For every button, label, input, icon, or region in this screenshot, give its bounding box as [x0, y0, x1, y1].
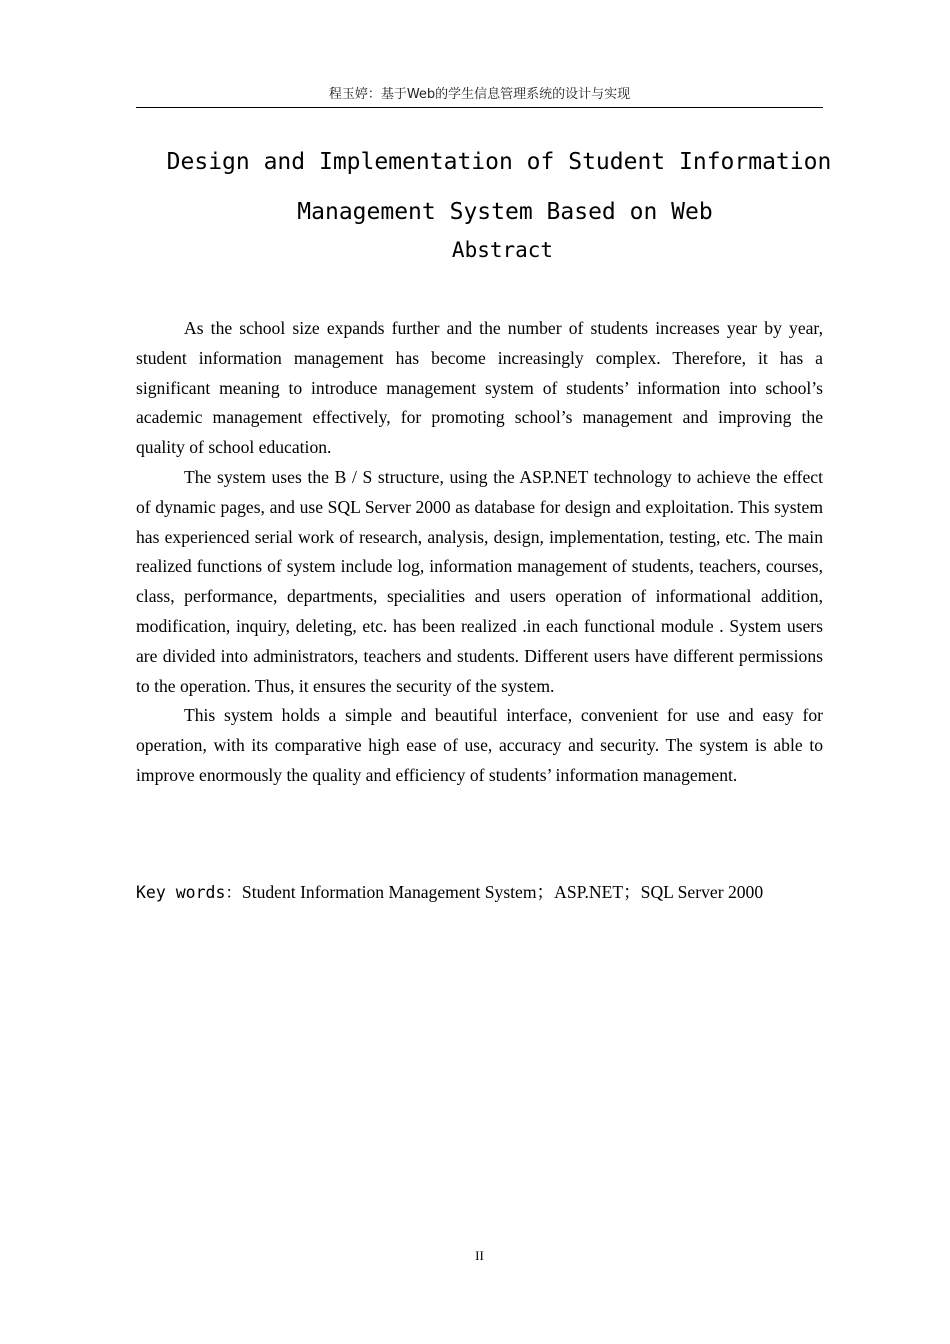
paper-title-line-1: Design and Implementation of Student Information — [166, 149, 832, 175]
page-number: II — [475, 1248, 484, 1263]
keywords-value: Student Information Management System；ASP.NET；SQL Server 2000 — [241, 882, 764, 902]
keywords-label: Key words： — [136, 883, 242, 902]
paper-title-line-2: Management System Based on Web — [297, 199, 713, 225]
keywords-line — [136, 878, 836, 908]
abstract-paragraph-3: This system holds a simple and beautiful interface, convenient for use and easy for operation, with its comparative high ease of use, accuracy and security. The system is able to improve enormously the quality and efficiency of students’ information management. — [136, 705, 823, 785]
abstract-heading: Abstract — [451, 238, 554, 262]
abstract-paragraph-1: As the school size expands further and the number of students increases year by year, student information management has become increasingly complex. Therefore, it has a significant meaning to introduce management system of students’ information into school’s academic management effectively, for promoting school’s management and improving the quality of school education. — [136, 318, 823, 458]
abstract-paragraph-2: The system uses the B / S structure, using the ASP.NET technology to achieve the effect of dynamic pages, and use SQL Server 2000 as database for design and exploitation. This system has experienced serial work of research, analysis, design, implementation, testing, etc. The main realized functions of system include log, information management of students, teachers, courses, class, performance, departments, specialities and users operation of informational addition, modification, inquiry, deleting, etc. has been realized .in each functional module . System users are divided into administrators, teachers and students. Different users have different permissions to the operation. Thus, it ensures the security of the system. — [136, 466, 823, 696]
running-header: 程玉婷：基于Web的学生信息管理系统的设计与实现 — [328, 87, 631, 102]
abstract-body — [136, 314, 823, 791]
header-rule — [136, 107, 823, 108]
